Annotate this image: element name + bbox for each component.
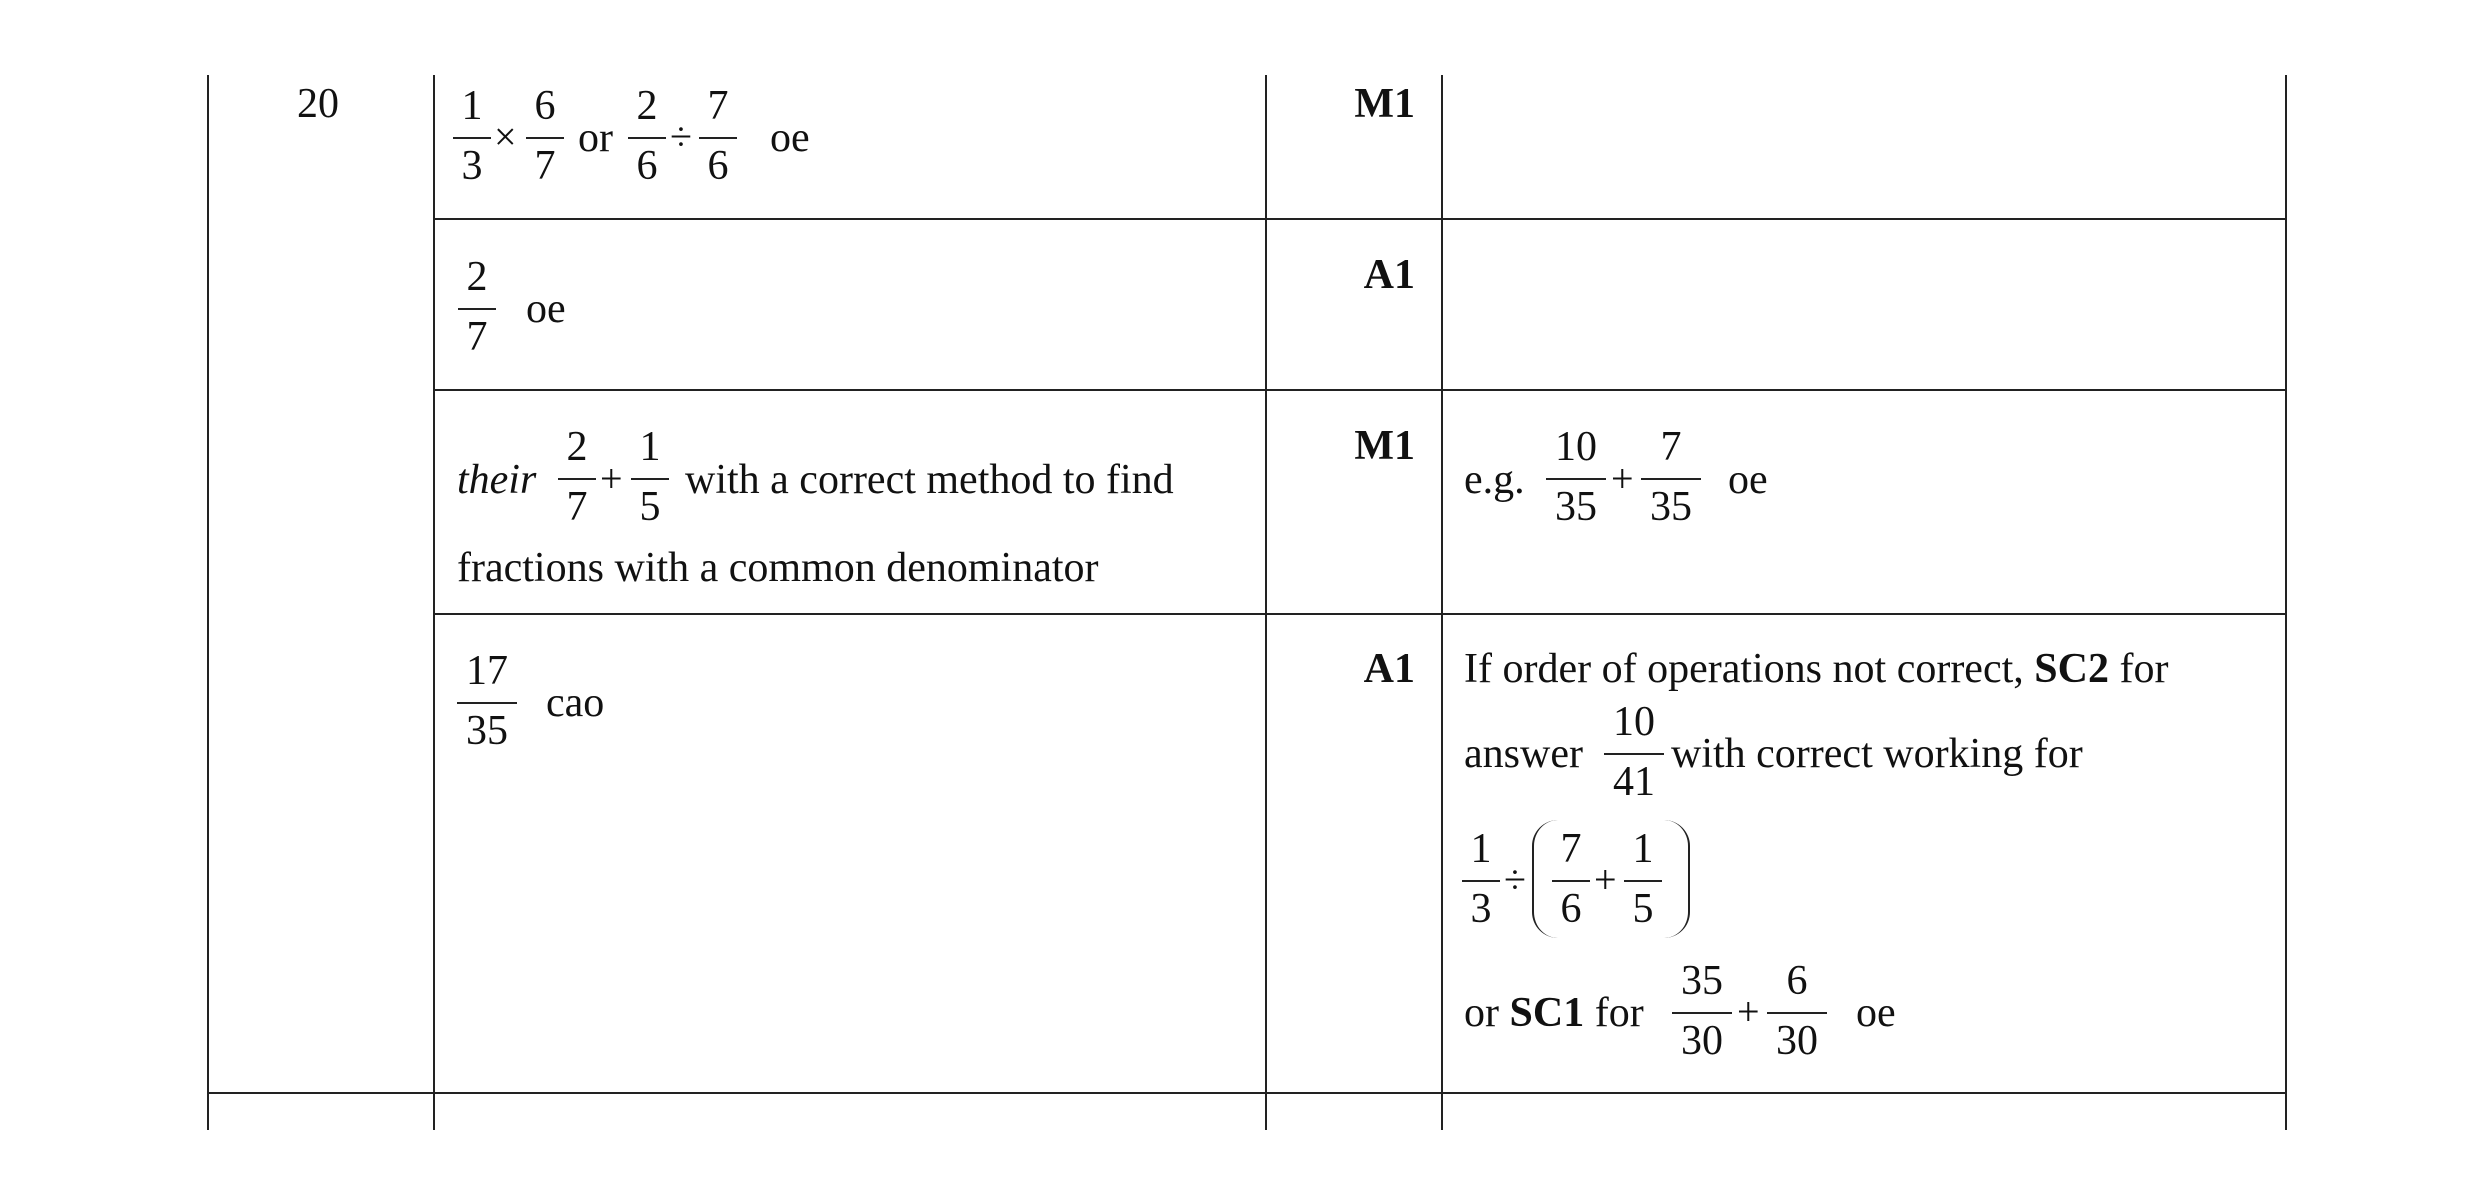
mark-m1: M1 [1354, 81, 1415, 127]
working-fraction-3: 1 5 [1618, 828, 1668, 938]
eg-text: e.g. [1464, 457, 1525, 503]
guidance-line4: or SC1 for [1464, 990, 1644, 1036]
sc1-fraction-1: 35 30 [1666, 960, 1738, 1070]
row3-fraction-2: 1 5 [625, 426, 675, 536]
table-border-bottom [207, 1092, 2287, 1094]
working-text: with correct working for [1671, 731, 2083, 777]
oe-text: oe [1856, 990, 1896, 1036]
row-divider-3 [433, 613, 2287, 615]
table-divider-qnum [433, 75, 435, 1130]
plus-sign: + [1594, 857, 1617, 902]
right-parenthesis [1664, 820, 1690, 938]
times-sign: × [494, 114, 517, 159]
oe-text: oe [1728, 457, 1768, 503]
row1-fraction-1: 1 3 [447, 85, 497, 195]
or-text: or [578, 115, 613, 161]
table-divider-mark [1441, 75, 1443, 1130]
final-answer-fraction: 17 35 [451, 650, 523, 760]
guidance-line1: If order of operations not correct, SC2 for [1464, 646, 2169, 692]
sc2-answer-fraction: 10 41 [1598, 701, 1670, 811]
sc2-label: SC2 [2034, 646, 2109, 692]
plus-sign: + [600, 456, 623, 501]
row-divider-2 [433, 389, 2287, 391]
row2-fraction: 2 7 [452, 256, 502, 366]
answer-text: answer [1464, 731, 1583, 777]
table-divider-answer [1265, 75, 1267, 1130]
table-border-right [2285, 75, 2287, 1130]
row3-fraction-1: 2 7 [552, 426, 602, 536]
oe-text: oe [770, 115, 810, 161]
working-fraction-1: 1 3 [1456, 828, 1506, 938]
mark-m1: M1 [1354, 423, 1415, 469]
guidance-fraction-1: 10 35 [1540, 426, 1612, 536]
oe-text: oe [526, 286, 566, 332]
table-border-left [207, 75, 209, 1130]
divide-sign: ÷ [670, 114, 692, 159]
row1-fraction-4: 7 6 [693, 85, 743, 195]
question-number: 20 [297, 81, 339, 127]
guidance-fraction-2: 7 35 [1635, 426, 1707, 536]
sc1-fraction-2: 6 30 [1761, 960, 1833, 1070]
cao-text: cao [546, 680, 605, 726]
sc1-label: SC1 [1509, 990, 1585, 1036]
row1-fraction-3: 2 6 [622, 85, 672, 195]
mark-a1: A1 [1363, 252, 1415, 298]
method-text-line2: fractions with a common denominator [457, 545, 1099, 591]
divide-sign: ÷ [1504, 857, 1526, 902]
mark-a1: A1 [1363, 646, 1415, 692]
row1-fraction-2: 6 7 [520, 85, 570, 195]
plus-sign: + [1611, 456, 1634, 501]
method-text-line1: with a correct method to find [685, 457, 1174, 503]
working-fraction-2: 7 6 [1546, 828, 1596, 938]
row-divider-1 [433, 218, 2287, 220]
plus-sign: + [1737, 989, 1760, 1034]
their-text: their [457, 457, 537, 503]
